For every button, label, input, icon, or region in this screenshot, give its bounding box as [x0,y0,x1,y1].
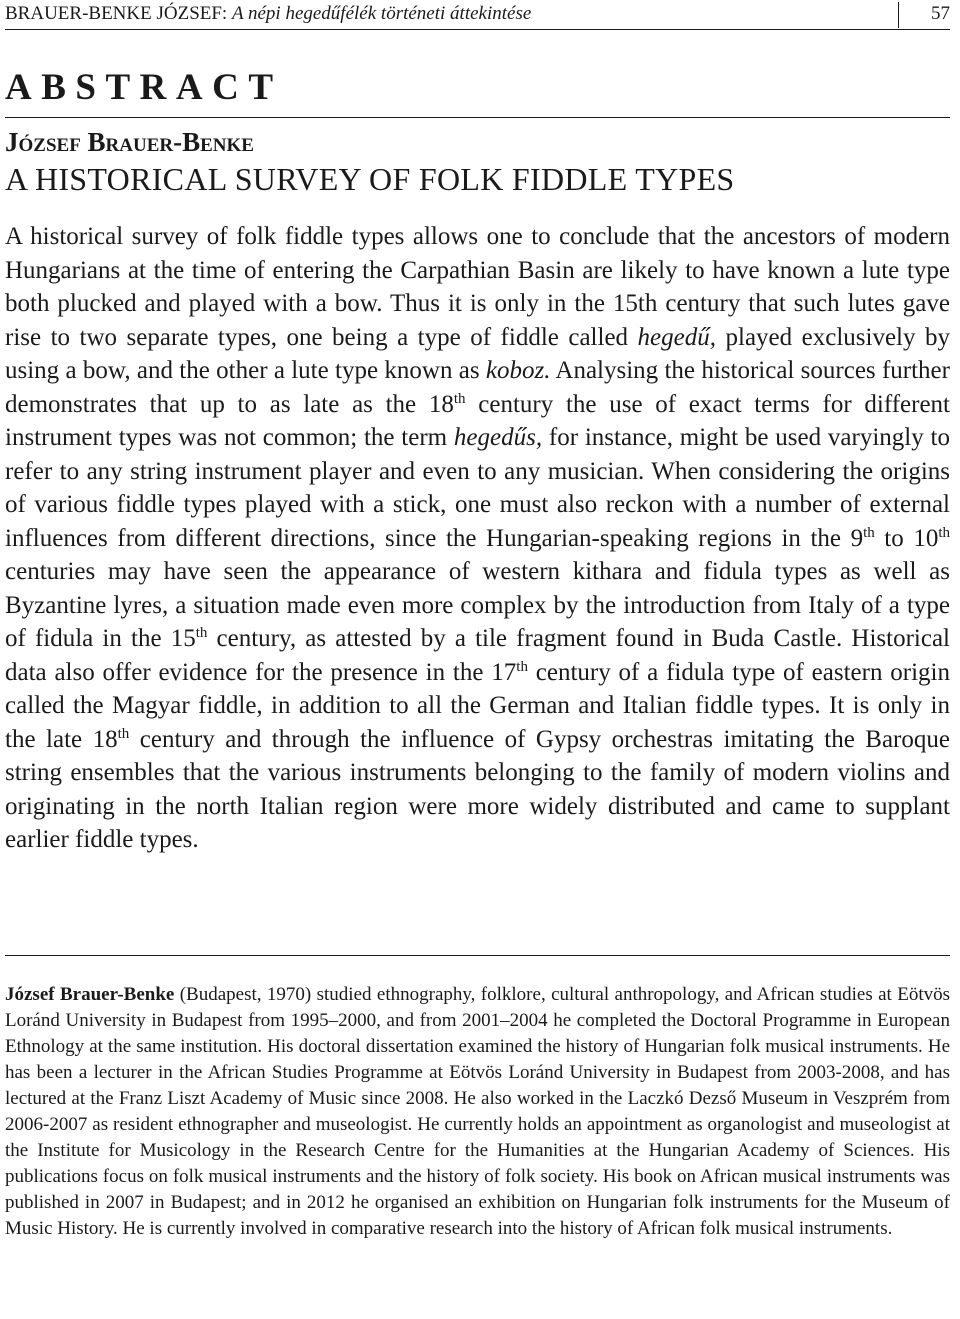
superscript: th [938,524,950,541]
article-title: A HISTORICAL SURVEY OF FOLK FIDDLE TYPES [5,161,735,197]
bio-rule [5,955,950,956]
abstract-text: to 10 [874,524,939,552]
abstract-text: Analysing the historical sources further demonstrates that up to as late as the 18 [5,357,950,418]
superscript: th [195,625,208,641]
abstract-text: century of a fidula type of eastern origin called the Magyar fiddle, in addition to all the German and Italian fiddle types. It is only in the late 18 [5,658,951,753]
abstract-text: century, as attested by a tile fragment found in Buda Castle. Historical data also offer evidence for the presence in the 17 [5,625,950,686]
heading-rule [5,117,950,118]
header-author: BRAUER-BENKE JÓZSEF: [5,3,232,24]
header-rule [5,29,950,30]
abstract-body [5,220,950,857]
abstract-text: for instance, might be used varyingly to refer to any string instrument player and even to any musician. When considering the origins of various fiddle types played with a stick, one must also reckon with a number of external influences from different directions, since the Hungarian-speaking regions in the 9 [5,424,950,552]
running-header [5,0,950,30]
abstract-text: century and through the influence of Gypsy orchestras imitating the Baroque string ensembles that the various instruments belonging to the family of modern violins and originating in the north Italian region were more widely distributed and came to supplant earlier fiddle types. [5,725,950,853]
author-bio [5,982,950,1242]
term-hegedu: hegedű, [637,323,716,351]
superscript: th [863,524,875,541]
term-hegedus: hegedűs, [453,424,543,451]
abstract-text: A historical survey of folk fiddle types allows one to conclude that the ancestors of modern Hungarians at the time of entering the Carpathian Basin are likely to have known a lute type both plucked and played with a bow. Thus it is only in the 15th century that such lutes gave rise to two separate types, one being a type of fiddle called [5,223,950,351]
header-title: A népi hegedűfélék történeti áttekintése [231,3,532,24]
superscript: th [516,658,528,675]
abstract-text: century the use of exact terms for different instrument types was not common; the term [5,390,950,451]
term-koboz: koboz. [485,357,551,384]
superscript: th [453,390,466,407]
abstract-heading: ABSTRACT [5,67,283,108]
running-title [5,3,531,25]
header-divider [898,2,899,28]
bio-text: (Budapest, 1970) studied ethnography, folklore, cultural anthropology, and African studies at Eötvös Loránd University in Budapest from 1995–2000, and from 2001–2004 he completed the Doctoral Programme in European Ethnology at the same institution. His doctoral dissertation examined the history of Hungarian folk musical instruments. He has been a lecturer in the African Studies Programme at Eötvös Loránd University in Budapest from 2003-2008, and has lectured at the Franz Liszt Academy of Music since 2008. He also worked in the Laczkó Dezső Museum in Veszprém from 2006-2007 as resident ethnographer and museologist. He currently holds an appointment as organologist and museologist at the Institute for Musicology in the Research Centre for the Humanities at the Hungarian Academy of Sciences. His publications focus on folk musical instruments and the history of folk society. His book on African musical instruments was published in 2007 in Budapest; and in 2012 he organised an exhibition on Hungarian folk instruments for the Museum of Music History. He is currently involved in comparative research into the history of African folk musical instruments. [5,984,950,1239]
abstract-text: played exclusively by using a bow, and the other a lute type known as [5,323,950,384]
superscript: th [117,725,130,742]
bio-name: József Brauer-Benke [5,984,175,1005]
author-name: József Brauer-Benke [5,127,254,157]
abstract-text: centuries may have seen the appearance of western kithara and fidula types as well as Byzantine lyres, a situation made even more complex by the introduction from Italy of a type of fidula in the 15 [5,558,950,652]
page-number: 57 [931,3,950,24]
